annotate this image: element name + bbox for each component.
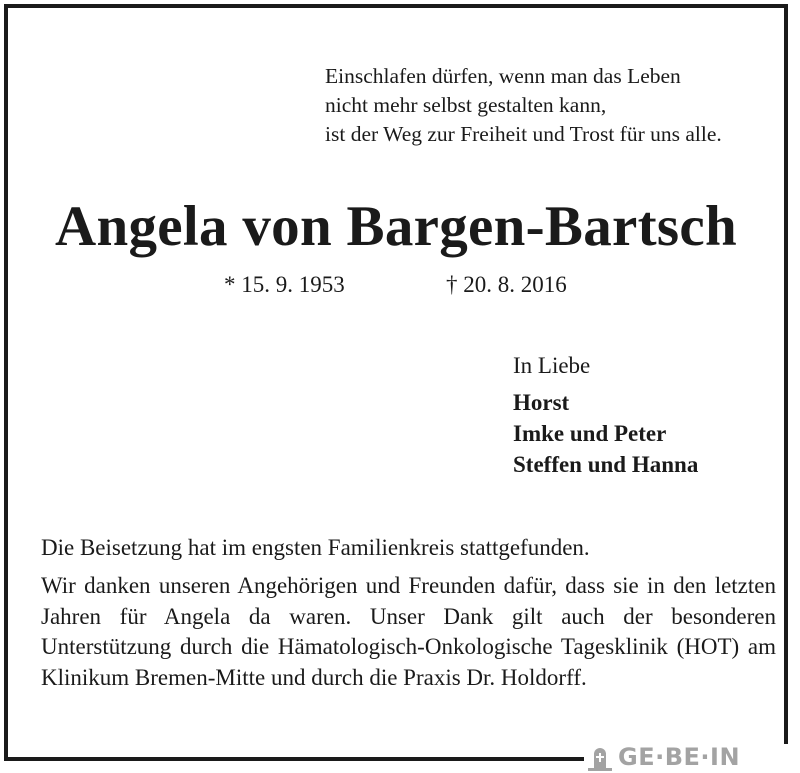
signature-block <box>513 350 698 480</box>
motto-line: Einschlafen dürfen, wenn man das Leben <box>325 64 681 88</box>
motto-verse <box>325 62 722 149</box>
thanks-paragraph: Wir danken unseren Angehörigen und Freunden dafür, dass sie in den letzten Jahren für Angela da waren. Unser Dank gilt auch der besonderen Unterstützung durch die Hämatologisch-Onkologische Tagesklinik (HOT) am Klinikum Bremen-Mitte und durch die Praxis Dr. Holdorff. <box>41 573 776 690</box>
logo-wordmark: GE·BE·IN <box>618 743 741 771</box>
signature-name: Imke und Peter <box>513 421 667 446</box>
signature-intro: In Liebe <box>513 353 591 378</box>
motto-line: nicht mehr selbst gestalten kann, <box>325 93 607 117</box>
burial-note: Die Beisetzung hat im engsten Familienkreis stattgefunden. <box>41 535 590 560</box>
birth-date: * 15. 9. 1953 <box>224 272 345 297</box>
obituary-notice <box>4 4 788 761</box>
tombstone-logo-icon <box>586 745 614 771</box>
motto-line: ist der Weg zur Freiheit und Trost für uns alle. <box>325 122 722 146</box>
signature-name: Steffen und Hanna <box>513 452 699 477</box>
signature-names <box>513 387 698 480</box>
death-date: † 20. 8. 2016 <box>446 272 567 297</box>
signature-name: Horst <box>513 390 570 415</box>
deceased-name: Angela von Bargen-Bartsch <box>55 195 737 258</box>
publisher-logo <box>584 744 800 772</box>
